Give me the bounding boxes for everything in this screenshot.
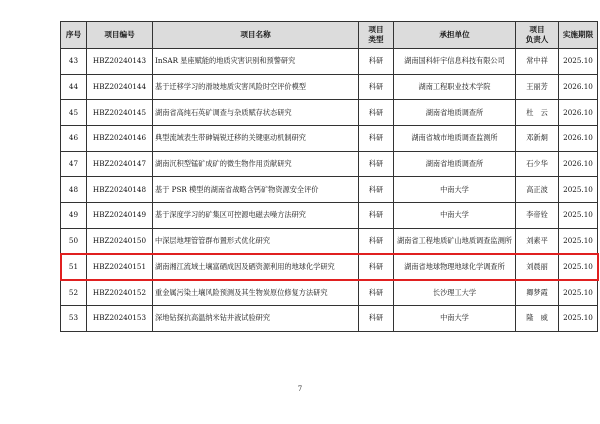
header-leader: 项目 负责人 [516, 22, 559, 49]
cell-leader: 隆 威 [516, 305, 559, 331]
cell-unit: 湖南工程职业技术学院 [394, 74, 516, 100]
cell-name: InSAR 星座赋能的地质灾害识别和预警研究 [153, 49, 359, 75]
cell-type: 科研 [359, 100, 394, 126]
cell-leader: 李帝铨 [516, 203, 559, 229]
cell-term: 2025.10 [559, 203, 598, 229]
cell-type: 科研 [359, 151, 394, 177]
header-no: 序号 [61, 22, 87, 49]
cell-term: 2026.10 [559, 74, 598, 100]
cell-name: 基于 PSR 模型的湖南省战略含钙矿物资源安全评价 [153, 177, 359, 203]
header-name: 项目名称 [153, 22, 359, 49]
cell-unit: 中南大学 [394, 305, 516, 331]
cell-no: 53 [61, 305, 87, 331]
cell-type: 科研 [359, 228, 394, 254]
cell-leader: 邓新炯 [516, 126, 559, 152]
cell-unit: 湖南省地球物理地球化学调查所 [394, 254, 516, 280]
cell-code: HBZ20240153 [87, 305, 153, 331]
cell-type: 科研 [359, 74, 394, 100]
table-row [61, 305, 598, 331]
cell-code: HBZ20240146 [87, 126, 153, 152]
cell-no: 52 [61, 280, 87, 306]
table-row [61, 254, 598, 280]
cell-type: 科研 [359, 203, 394, 229]
cell-no: 48 [61, 177, 87, 203]
cell-type: 科研 [359, 254, 394, 280]
cell-code: HBZ20240148 [87, 177, 153, 203]
header-unit: 承担单位 [394, 22, 516, 49]
cell-code: HBZ20240147 [87, 151, 153, 177]
cell-leader: 王丽芳 [516, 74, 559, 100]
cell-unit: 湖南国科轩宇信息科技有限公司 [394, 49, 516, 75]
cell-name: 湖南湘江流域土壤富硒成因及硒资源利用的地球化学研究 [153, 254, 359, 280]
cell-no: 44 [61, 74, 87, 100]
cell-leader: 常中祥 [516, 49, 559, 75]
cell-name: 湖南省高纯石英矿调查与杂质赋存状态研究 [153, 100, 359, 126]
cell-code: HBZ20240144 [87, 74, 153, 100]
cell-unit: 中南大学 [394, 203, 516, 229]
cell-leader: 高正波 [516, 177, 559, 203]
cell-leader: 杜 云 [516, 100, 559, 126]
cell-code: HBZ20240152 [87, 280, 153, 306]
cell-name: 基于迁移学习的滑坡地质灾害风险时空评价模型 [153, 74, 359, 100]
cell-type: 科研 [359, 49, 394, 75]
table-row [61, 203, 598, 229]
cell-unit: 湖南省工程地质矿山地质调查监测所 [394, 228, 516, 254]
table-row [61, 228, 598, 254]
cell-code: HBZ20240150 [87, 228, 153, 254]
table-row [61, 126, 598, 152]
cell-no: 46 [61, 126, 87, 152]
table-header [61, 22, 598, 49]
cell-leader: 石少华 [516, 151, 559, 177]
cell-leader: 刘晨丽 [516, 254, 559, 280]
cell-code: HBZ20240151 [87, 254, 153, 280]
cell-name: 中深层地埋管管群布置形式优化研究 [153, 228, 359, 254]
cell-unit: 长沙理工大学 [394, 280, 516, 306]
cell-term: 2025.10 [559, 280, 598, 306]
cell-term: 2025.10 [559, 49, 598, 75]
cell-leader: 卿梦霞 [516, 280, 559, 306]
cell-no: 50 [61, 228, 87, 254]
table-row [61, 74, 598, 100]
cell-term: 2025.10 [559, 177, 598, 203]
cell-no: 45 [61, 100, 87, 126]
cell-term: 2025.10 [559, 305, 598, 331]
table-row [61, 49, 598, 75]
header-term: 实施期限 [559, 22, 598, 49]
cell-no: 51 [61, 254, 87, 280]
table-body [61, 49, 598, 332]
cell-term: 2025.10 [559, 228, 598, 254]
cell-term: 2025.10 [559, 254, 598, 280]
cell-code: HBZ20240149 [87, 203, 153, 229]
table-row [61, 100, 598, 126]
cell-code: HBZ20240143 [87, 49, 153, 75]
cell-type: 科研 [359, 280, 394, 306]
cell-type: 科研 [359, 126, 394, 152]
cell-term: 2026.10 [559, 126, 598, 152]
cell-name: 重金属污染土壤风险预测及其生物炭原位修复方法研究 [153, 280, 359, 306]
cell-no: 43 [61, 49, 87, 75]
cell-type: 科研 [359, 177, 394, 203]
cell-unit: 湖南省地质调查所 [394, 100, 516, 126]
cell-term: 2026.10 [559, 151, 598, 177]
cell-code: HBZ20240145 [87, 100, 153, 126]
cell-no: 47 [61, 151, 87, 177]
cell-name: 典型流域表生带砷镉锐迁移的关键驱动机制研究 [153, 126, 359, 152]
project-table-container [60, 21, 597, 332]
page-number: 7 [297, 385, 303, 393]
cell-type: 科研 [359, 305, 394, 331]
table-row [61, 280, 598, 306]
table-row [61, 177, 598, 203]
cell-no: 49 [61, 203, 87, 229]
cell-unit: 湖南省地质调查所 [394, 151, 516, 177]
table-row [61, 151, 598, 177]
project-table [60, 21, 598, 332]
cell-leader: 刘素平 [516, 228, 559, 254]
cell-term: 2026.10 [559, 100, 598, 126]
cell-unit: 湖南省城市地质调查监测所 [394, 126, 516, 152]
cell-unit: 中南大学 [394, 177, 516, 203]
cell-name: 基于深度学习的矿集区可控源电磁去噪方法研究 [153, 203, 359, 229]
cell-name: 湖南沉积型锰矿成矿的微生物作用贡献研究 [153, 151, 359, 177]
header-code: 项目编号 [87, 22, 153, 49]
cell-name: 深地钻探抗高温纳米钻井液试验研究 [153, 305, 359, 331]
header-type: 项目 类型 [359, 22, 394, 49]
